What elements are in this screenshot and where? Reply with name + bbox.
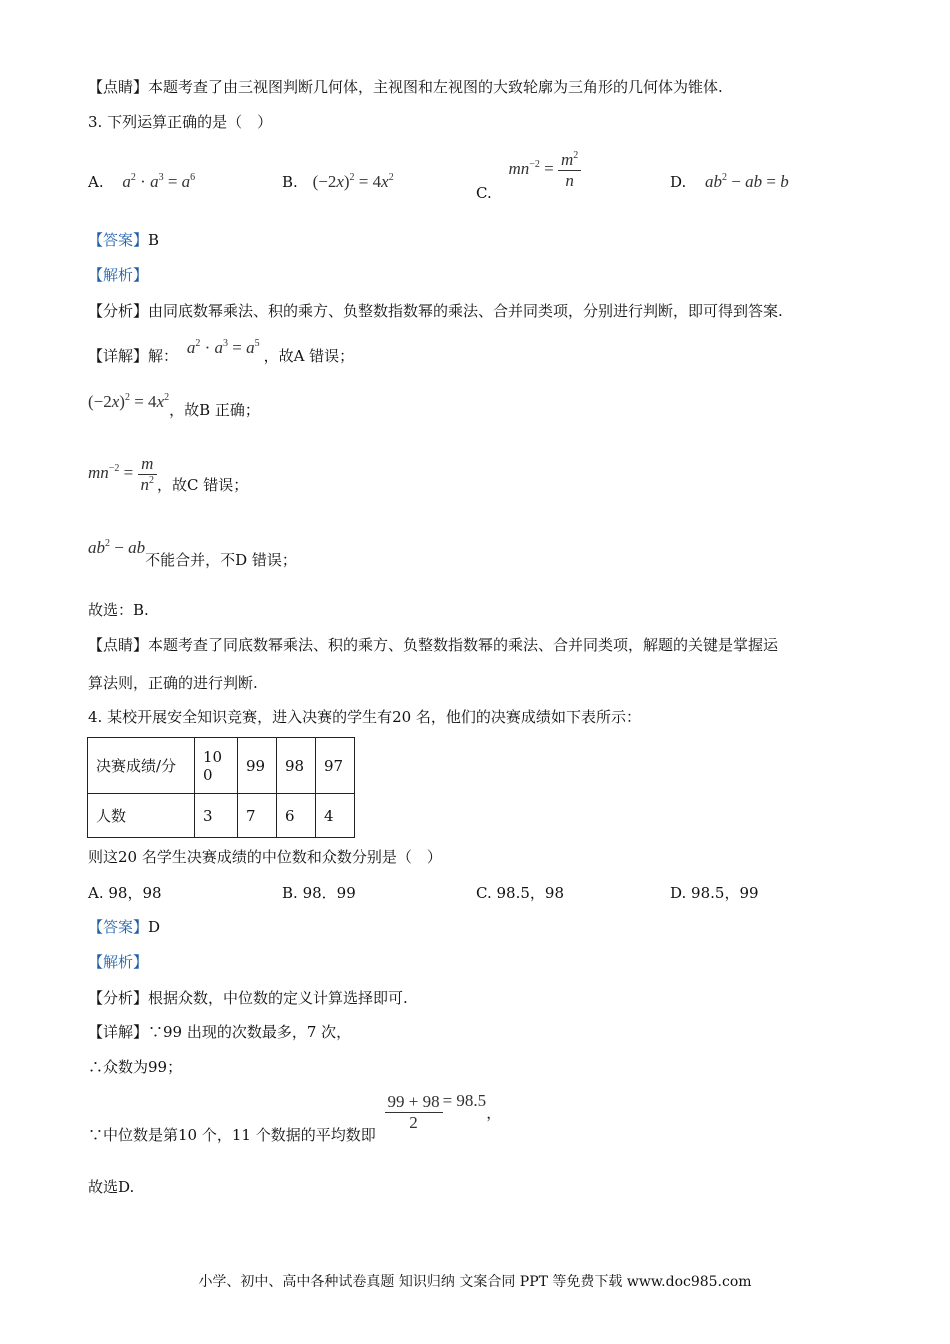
q4-option-a bbox=[88, 882, 162, 903]
step-a-expr: $a^2 \cdot a^3 = a^5$ bbox=[186, 338, 260, 357]
table-cell: 97 bbox=[316, 738, 355, 794]
answer-value: D bbox=[148, 918, 161, 936]
step-d-expr: $ab^2$ − ab bbox=[88, 538, 146, 557]
page-footer: 小学、初中、高中各种试卷真题 知识归纳 文案合同 PPT 等免费下载 www.doc985.com bbox=[198, 1274, 752, 1290]
median-numerator: 99 + 98 bbox=[385, 1092, 443, 1113]
q3-detail-c bbox=[88, 454, 248, 495]
q3-fenxi bbox=[88, 301, 783, 321]
q4-option-c bbox=[476, 882, 564, 903]
option-letter: C. bbox=[476, 884, 492, 902]
option-c-expr: $mn^{-2}$ = $\frac{m^2}{n}$ bbox=[509, 159, 582, 178]
q3-point-2: 算法则，正确的进行判断. bbox=[88, 674, 258, 692]
q3-detail-a bbox=[88, 338, 355, 366]
q4-conclusion: 故选D. bbox=[88, 1178, 135, 1196]
answer-value: B bbox=[148, 231, 160, 249]
option-letter: C. bbox=[476, 184, 492, 203]
option-letter: D. bbox=[670, 884, 687, 902]
table-cell: 4 bbox=[316, 794, 355, 838]
option-a-expr: $a^2 \cdot a^3 = a^6$ bbox=[122, 172, 196, 191]
q3-detail-d bbox=[88, 538, 297, 569]
step-d-text: 不能合并，不D 错误； bbox=[145, 551, 297, 569]
detail-text: ∵中位数是第10 个，11 个数据的平均数即 bbox=[88, 1126, 376, 1145]
option-text: 98，98 bbox=[108, 884, 162, 902]
q4-jiexi: 【解析】 bbox=[88, 953, 149, 971]
option-letter: B. bbox=[282, 884, 298, 902]
fenxi-tag: 【分析】 bbox=[88, 302, 149, 320]
q4-option-b bbox=[282, 882, 356, 903]
step-c-expr: $mn^{-2}$ = $\frac{m}{n^2}$ bbox=[88, 463, 157, 482]
q4-detail-2: ∴众数为99； bbox=[88, 1058, 183, 1076]
q3-conclusion: 故选：B. bbox=[88, 601, 149, 619]
detail-tag: 【详解】 bbox=[88, 347, 149, 365]
point-text: 本题考查了同底数幂乘法、积的乘方、负整数指数幂的乘法、合并同类项，解题的关键是掌握运 bbox=[148, 636, 779, 654]
q3-detail-b bbox=[88, 392, 260, 420]
q4-option-d bbox=[670, 882, 759, 903]
point-tag: 【点睛】 bbox=[88, 78, 149, 96]
table-cell: 7 bbox=[238, 794, 277, 838]
q3-option-d bbox=[670, 172, 789, 192]
point-text: 本题考查了由三视图判断几何体，主视图和左视图的大致轮廓为三角形的几何体为锥体. bbox=[148, 78, 723, 96]
q4-fenxi bbox=[88, 988, 408, 1008]
median-expr bbox=[385, 1091, 487, 1132]
detail-tag: 【详解】 bbox=[88, 1023, 149, 1041]
step-a-text: ，故A 错误； bbox=[263, 347, 355, 365]
q3-point-1 bbox=[88, 635, 778, 655]
prev-point bbox=[88, 77, 723, 97]
option-b-expr: $(-2x)^2 = 4x^2$ bbox=[312, 172, 394, 191]
table-cell: 100 bbox=[195, 738, 238, 794]
q4-stem: 4. 某校开展安全知识竞赛，进入决赛的学生有20 名，他们的决赛成绩如下表所示： bbox=[88, 708, 641, 726]
fenxi-tag: 【分析】 bbox=[88, 989, 149, 1007]
q3-answer bbox=[88, 230, 159, 250]
option-letter: A. bbox=[88, 884, 104, 902]
detail-text: ， bbox=[486, 1104, 502, 1123]
q4-detail-1 bbox=[88, 1022, 351, 1042]
option-letter: B. bbox=[282, 173, 298, 191]
q3-option-a bbox=[88, 172, 195, 192]
median-denominator: 2 bbox=[409, 1113, 418, 1132]
q3-stem: 3. 下列运算正确的是（ ） bbox=[88, 113, 273, 131]
step-c-text: ，故C 错误； bbox=[157, 476, 249, 495]
detail-text: ∵99 出现的次数最多，7 次， bbox=[148, 1023, 352, 1041]
median-result: = 98.5 bbox=[442, 1091, 487, 1111]
fenxi-text: 由同底数幂乘法、积的乘方、负整数指数幂的乘法、合并同类项，分别进行判断，即可得到答案. bbox=[148, 302, 783, 320]
q4-answer bbox=[88, 917, 160, 937]
table-cell: 98 bbox=[277, 738, 316, 794]
option-text: 98.5，98 bbox=[496, 884, 564, 902]
q4-detail-3 bbox=[88, 1091, 502, 1145]
answer-tag: 【答案】 bbox=[88, 918, 149, 936]
step-b-text: ，故B 正确； bbox=[169, 401, 260, 419]
table-cell: 6 bbox=[277, 794, 316, 838]
point-tag: 【点睛】 bbox=[88, 636, 149, 654]
table-cell: 3 bbox=[195, 794, 238, 838]
option-d-expr: $ab^2$ − ab = b bbox=[705, 172, 789, 191]
option-letter: D. bbox=[670, 173, 687, 191]
table-row bbox=[88, 738, 355, 794]
fenxi-text: 根据众数，中位数的定义计算选择即可. bbox=[148, 989, 408, 1007]
q3-option-c bbox=[476, 150, 581, 203]
score-table bbox=[87, 737, 355, 838]
q4-question: 则这20 名学生决赛成绩的中位数和众数分别是（ ） bbox=[88, 848, 442, 866]
option-text: 98．99 bbox=[302, 884, 356, 902]
answer-tag: 【答案】 bbox=[88, 231, 149, 249]
q3-option-b bbox=[282, 172, 394, 192]
table-cell: 人数 bbox=[88, 794, 195, 838]
table-cell: 99 bbox=[238, 738, 277, 794]
option-text: 98.5，99 bbox=[691, 884, 759, 902]
table-cell: 决赛成绩/分 bbox=[88, 738, 195, 794]
table-row bbox=[88, 794, 355, 838]
q3-jiexi: 【解析】 bbox=[88, 266, 149, 284]
option-letter: A. bbox=[88, 173, 104, 191]
step-b-expr: $(-2x)^2 = 4x^2$ bbox=[88, 392, 170, 411]
detail-intro: 解： bbox=[148, 347, 179, 365]
